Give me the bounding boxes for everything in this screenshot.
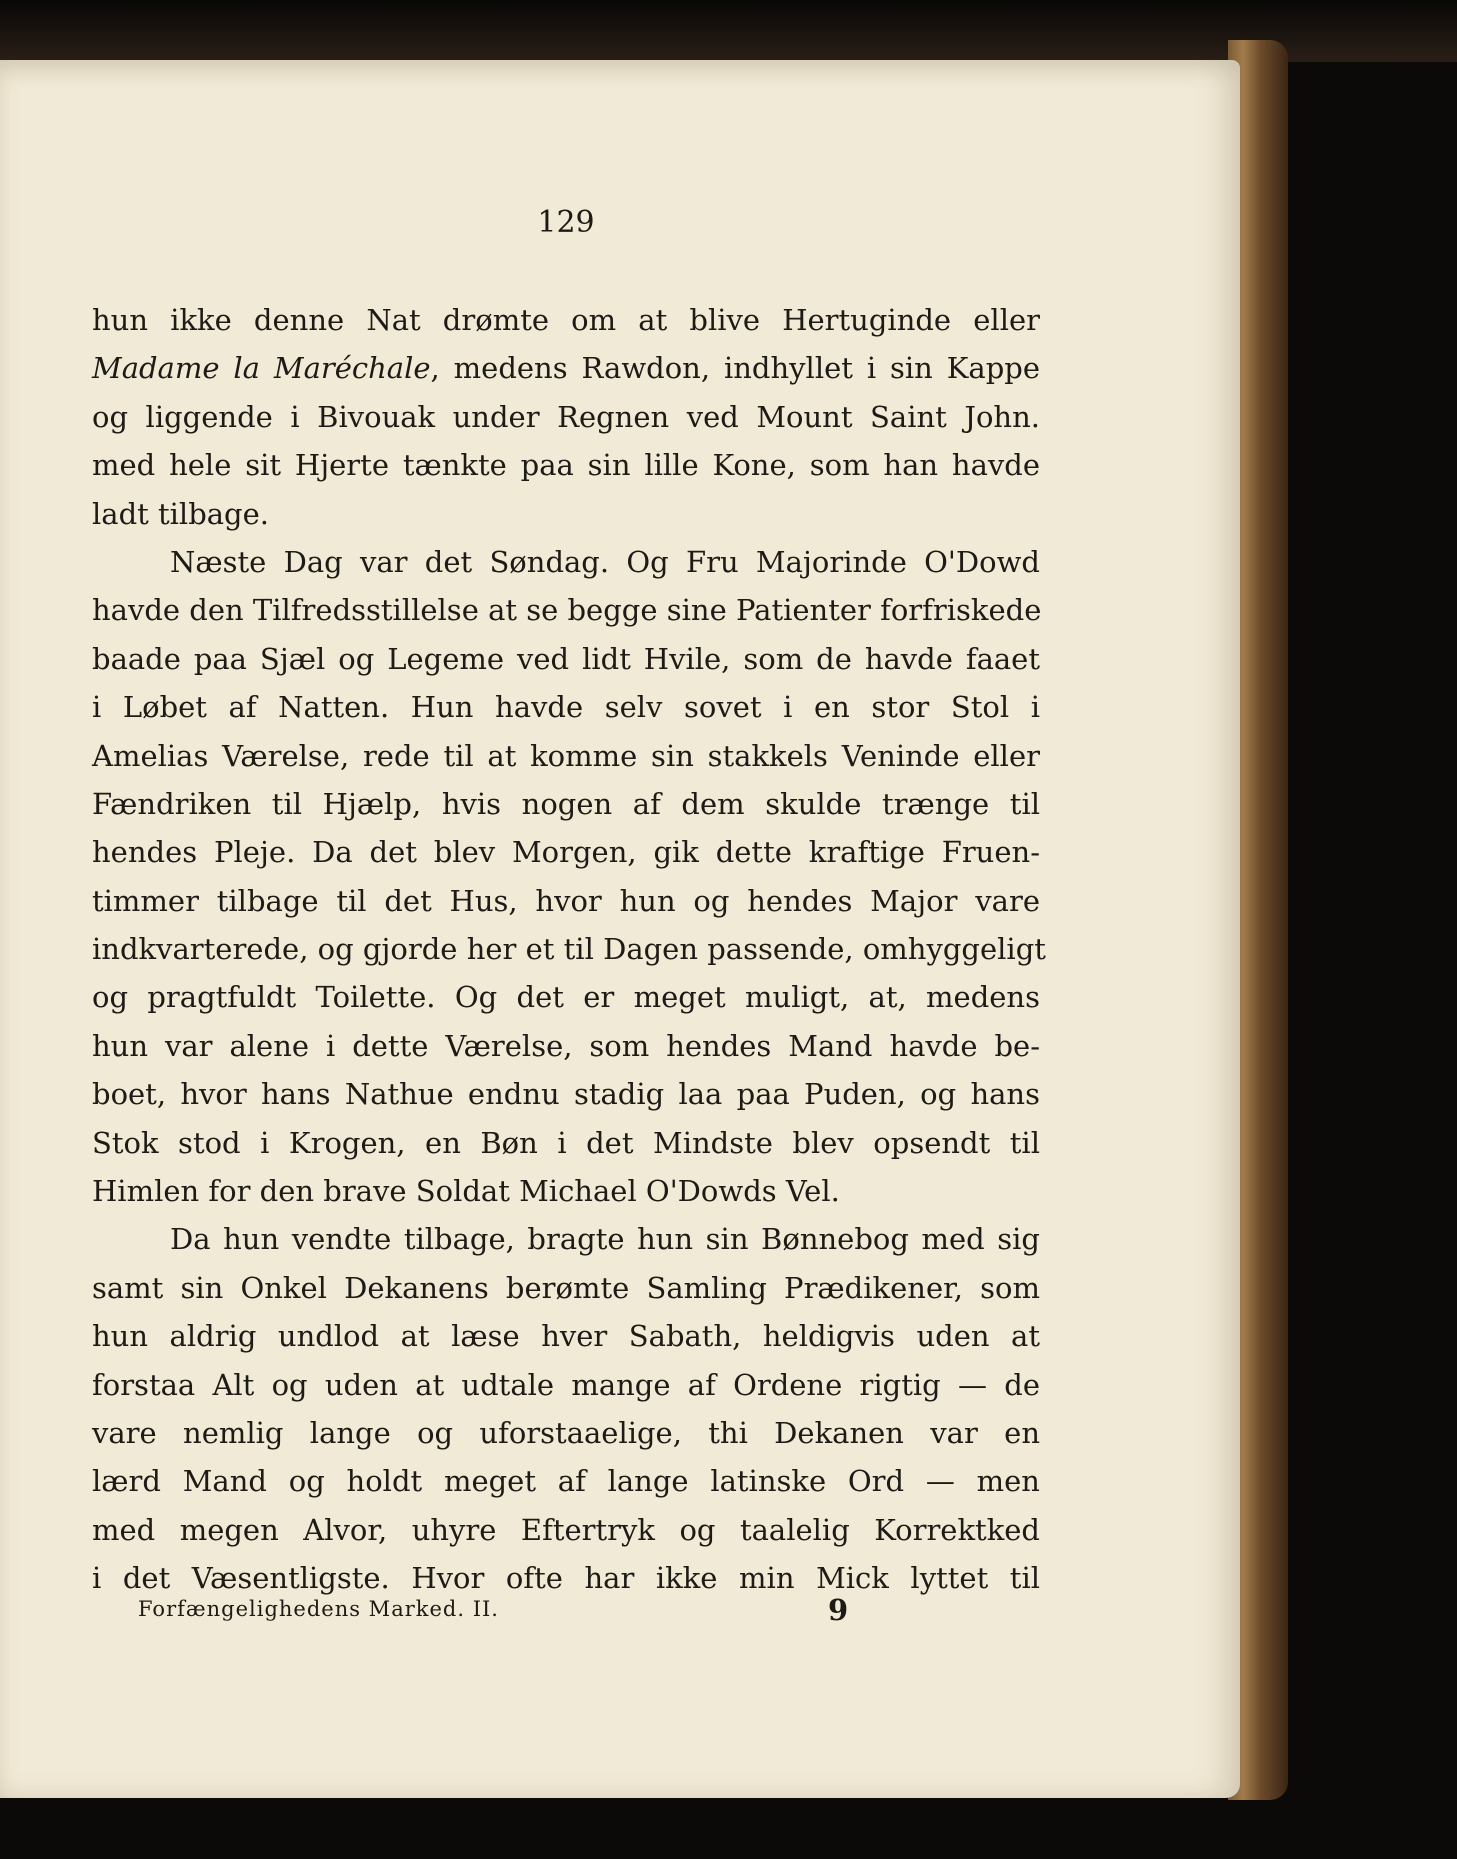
line-text: Amelias Værelse, rede til at komme sin stakkels Veninde eller: [92, 738, 1040, 773]
line-text: Fændriken til Hjælp, hvis nogen af dem skulde trænge til: [92, 786, 1040, 821]
line-text: med hele sit Hjerte tænkte paa sin lille Kone, som han havde: [92, 448, 1040, 483]
line-text: indkvarterede, og gjorde her et til Dagen passende, omhyggeligt: [92, 932, 1046, 967]
line-text: med megen Alvor, uhyre Eftertryk og taalelig Korrektked: [92, 1512, 1040, 1547]
line-text: havde den Tilfredsstillelse at se begge sine Patienter forfriskede: [92, 593, 1042, 628]
line-text: og pragtfuldt Toilette. Og det er meget muligt, at, medens: [92, 980, 1040, 1015]
line-text: , medens Rawdon, indhyllet i sin Kappe: [430, 351, 1040, 386]
text-line: [92, 1264, 1040, 1312]
text-line: [92, 1361, 1040, 1409]
italic-phrase: Madame la Maréchale: [92, 351, 431, 386]
text-line: [92, 732, 1040, 780]
line-text: hun var alene i dette Værelse, som hendes Mand havde be-: [92, 1028, 1040, 1063]
text-line: [92, 877, 1040, 925]
text-line: [92, 441, 1040, 489]
line-text: i det Væsentligste. Hvor ofte har ikke min Mick lyttet til: [92, 1561, 1040, 1596]
text-line: [92, 296, 1040, 344]
line-text: hendes Pleje. Da det blev Morgen, gik dette kraftige Fruen-: [92, 835, 1040, 870]
text-line: [92, 925, 1046, 973]
line-text: timmer tilbage til det Hus, hvor hun og hendes Major vare: [92, 883, 1040, 918]
line-text: boet, hvor hans Nathue endnu stadig laa paa Puden, og hans: [92, 1077, 1040, 1112]
line-text: ladt tilbage.: [92, 496, 270, 531]
text-line: [92, 683, 1040, 731]
line-text: Stok stod i Krogen, en Bøn i det Mindste blev opsendt til: [92, 1125, 1040, 1160]
line-text: baade paa Sjæl og Legeme ved lidt Hvile, som de havde faaet: [92, 641, 1040, 676]
line-text: hun ikke denne Nat drømte om at blive Hertuginde eller: [92, 303, 1040, 337]
text-line: [92, 828, 1040, 876]
signature-mark: 9: [828, 1593, 849, 1627]
line-text: vare nemlig lange og uforstaaelige, thi Dekanen var en: [92, 1415, 1040, 1450]
text-line: [92, 1457, 1040, 1505]
line-text: hun aldrig undlod at læse hver Sabath, heldigvis uden at: [92, 1319, 1040, 1354]
footer-book-title: Forfængelighedens Marked. II.: [138, 1597, 499, 1621]
text-line: [92, 393, 1040, 441]
line-text: Himlen for den brave Soldat Michael O'Dowds Vel.: [92, 1174, 840, 1209]
text-line: [92, 586, 1040, 634]
text-line: [92, 1215, 1040, 1263]
text-line: [92, 635, 1040, 683]
line-text: i Løbet af Natten. Hun havde selv sovet i en stor Stol i: [92, 690, 1040, 725]
line-text: forstaa Alt og uden at udtale mange af Ordene rigtig — de: [92, 1367, 1040, 1402]
line-text: Da hun vendte tilbage, bragte hun sin Bønnebog med sig: [170, 1222, 1040, 1257]
line-text: og liggende i Bivouak under Regnen ved Mount Saint John.: [92, 399, 1040, 434]
line-text: Næste Dag var det Søndag. Og Fru Majorinde O'Dowd: [170, 544, 1040, 579]
text-line: [92, 1070, 1040, 1118]
page-number: 129: [537, 205, 595, 240]
text-line: [92, 780, 1040, 828]
text-line: [92, 344, 1040, 392]
text-line: [92, 973, 1040, 1021]
text-line: [92, 1312, 1040, 1360]
body-text: [92, 296, 1046, 1603]
text-line: [92, 1119, 1040, 1167]
line-text: samt sin Onkel Dekanens berømte Samling Prædikener, som: [92, 1270, 1040, 1305]
text-line: [92, 1022, 1040, 1070]
text-line: [92, 538, 1040, 586]
text-line: [92, 1554, 1040, 1602]
text-line: [92, 1506, 1040, 1554]
text-line: [92, 1167, 1040, 1215]
line-text: lærd Mand og holdt meget af lange latinske Ord — men: [92, 1464, 1040, 1499]
text-line: [92, 490, 1040, 538]
text-line: [92, 1409, 1040, 1457]
